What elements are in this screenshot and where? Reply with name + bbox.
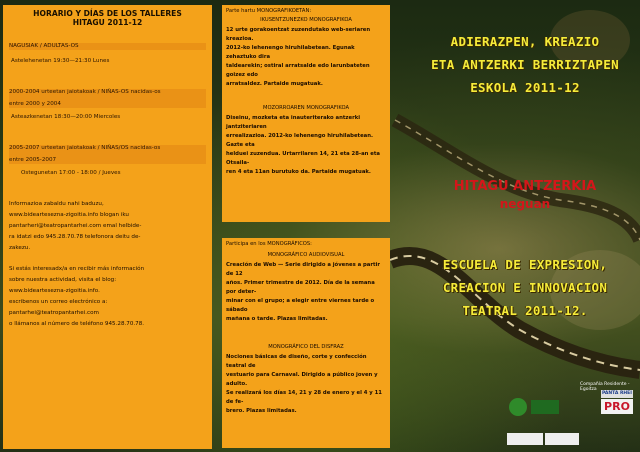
- school-title-basque-line2: ETA ANTZERKI BERRIZTAPEN: [431, 57, 619, 72]
- group-adults-label: NAGUSIAK / ADULTAS-OS: [9, 43, 206, 50]
- school-title-spanish: [430, 253, 620, 322]
- schedule-header-title: HORARIO Y DÍAS DE LOS TALLERES: [33, 9, 182, 18]
- mid-top-mono1-line1: 12 urte gorakoentzat zuzendutako web-seriaren kreazioa.: [226, 27, 371, 42]
- contact-info-spanish: [9, 264, 206, 330]
- mid-top-mono2-line3: helduei zuzendua. Urtarrilaren 14, 21 eta 28-an eta Otsaila-: [226, 151, 381, 166]
- diputacion-logo-icon: [545, 433, 579, 445]
- group-2000-2004-label-line1: 2000-2004 urteetan jaiotakoak / NIÑAS-OS nacidas-os: [9, 89, 161, 95]
- contact-es-line4: escribenos un correo electrónico a:: [9, 299, 108, 305]
- mid-bot-mono1-line3: minar con el grupo; a elegir entre viernes tarde o sábado: [226, 298, 375, 313]
- hitagu-title: HITAGU ANTZERKIA: [453, 179, 597, 194]
- mid-top-mono2-line1: Diseinu, mozketa eta inauteriterako antzerki jantziteriaren: [226, 115, 361, 130]
- contact-eu-blog-link[interactable]: www.bideartesezna-zigoitia.info blogan iku: [9, 212, 129, 218]
- group-adults-schedule: Astelehenetan 19:30—21:30 Lunes: [11, 58, 110, 64]
- mid-bot-mono1-body: [226, 261, 386, 324]
- municipality-seal-icon: [531, 400, 559, 414]
- contact-es-line2: sobre nuestra actividad, visita el blog:: [9, 277, 117, 283]
- contact-es-email[interactable]: pantarhei@teatropantarhei.com: [9, 310, 99, 316]
- mid-bot-intro: Participa en los MONOGRÁFICOS:: [226, 241, 312, 247]
- school-title-spanish-line3: TEATRAL 2011-12.: [462, 303, 588, 318]
- mid-top-mono2-line2: errealizazioa. 2012-ko lehenengo hiruhilabetean. Gazte eta: [226, 133, 374, 148]
- mid-bot-mono2-line1: Nociones básicas de diseño, corte y confección teatral de: [226, 354, 367, 369]
- mid-top-mono1-line3: taldearekin; ostiral arratsalde edo larunbateten goizez edo: [226, 63, 370, 78]
- mid-top-mono1-body: [226, 26, 386, 89]
- contact-info-basque: [9, 199, 206, 254]
- mid-bot-mono1-title: MONOGRÁFICO AUDIOVISUAL: [267, 252, 345, 258]
- hitagu-subtitle: neguan: [499, 197, 551, 211]
- mid-top-mono1-title: IKUSENTZUNEZKO MONOGRAFIKOA: [260, 17, 352, 23]
- group-2000-2004-label: [9, 89, 206, 108]
- school-title-basque-line1: ADIERAZPEN, KREAZIO: [450, 34, 600, 49]
- school-title-spanish-line2: CREACION E INNOVACION: [442, 280, 608, 295]
- school-title-basque: [430, 30, 620, 99]
- government-logo-icon: [507, 433, 543, 445]
- mid-top-mono2-body: [226, 114, 386, 177]
- contact-eu-line1: Informazioa zabaldu nahi baduzu,: [9, 201, 104, 207]
- contact-es-blog-link[interactable]: www.bideartesezna-zigoitia.info.: [9, 288, 100, 294]
- mid-top-intro: Parte hartu MONOGRAFIKOETAN:: [226, 8, 312, 14]
- mid-bot-mono1-line1: Creación de Web — Serie dirigido a jóvenes a partir de 12: [226, 262, 380, 277]
- panta-rhei-logo: PANTA RHEI: [602, 391, 632, 396]
- contact-eu-email[interactable]: pantarheri@teatropantarhei.com emal helbide-: [9, 223, 142, 229]
- mid-bot-mono2-title: MONOGRÁFICO DEL DISFRAZ: [268, 344, 344, 350]
- sponsor-logos: [505, 380, 635, 450]
- mid-top-mono1-line2: 2012-ko lehenengo hiruhilabetean. Egunak zehaztuko dira: [226, 45, 355, 60]
- municipality-logo-icon: [509, 398, 527, 416]
- mid-bot-mono2-line2: vestuario para Carnaval. Dirigido a público joven y adulto.: [226, 372, 378, 387]
- mid-top-mono2-title: MOZORROAREN MONOGRAFIKOA: [262, 105, 349, 111]
- group-2005-2007-schedule: Ostegunetan 17:00 - 18:00 / Jueves: [21, 170, 121, 176]
- workshops-panel-spanish: [222, 238, 390, 448]
- schedule-header-subtitle: HITAGU 2011-12: [72, 18, 143, 27]
- contact-eu-line5: zakezu.: [9, 245, 31, 251]
- mid-bot-mono2-body: [226, 353, 386, 416]
- mid-top-mono2-line4: ren 4 eta 11an burutuko da. Partaide mugatuak.: [226, 169, 371, 175]
- contact-es-line1: Si estás interesadx/a en recibir más información: [9, 266, 145, 272]
- schedule-header: [9, 9, 206, 27]
- group-2000-2004-label-line2: entre 2000 y 2004: [9, 101, 61, 107]
- group-2005-2007-label-line2: entre 2005-2007: [9, 157, 57, 163]
- group-2005-2007-label-line1: 2005-2007 urteetan jaiotakoak / NIÑAS/OS nacidas-os: [9, 145, 161, 151]
- mid-top-mono1-line4: arratsaldez. Partaide mugatuak.: [226, 81, 323, 87]
- contact-eu-phone-line: ra idatzi edo 945.28.70.78 telefonora deitu de-: [9, 234, 141, 240]
- mid-bot-mono1-line4: mañana o tarde. Plazas limitadas.: [226, 316, 328, 322]
- mid-bot-mono2-line4: brero. Plazas limitadas.: [226, 408, 297, 414]
- mid-bot-mono1-line2: años. Primer trimestre de 2012. Día de la semana por deter-: [226, 280, 375, 295]
- school-title-basque-line3: ESKOLA 2011-12: [470, 80, 580, 95]
- mid-bot-mono2-line3: Se realizará los días 14, 21 y 28 de enero y el 4 y 11 de fe-: [226, 390, 382, 405]
- pro-logo: PRO: [601, 399, 633, 414]
- company-resident-label: Compañía Residente - Egoitza: [580, 382, 630, 392]
- group-2005-2007-label: [9, 145, 206, 164]
- schedule-contact-panel: [3, 5, 212, 449]
- contact-es-phone: o llámanos al número de teléfono 945.28.70.78.: [9, 321, 145, 327]
- group-2000-2004-schedule: Asteazkenetan 18:30—20:00 Miercoles: [11, 114, 121, 120]
- school-title-spanish-line1: ESCUELA DE EXPRESION,: [442, 257, 608, 272]
- workshops-panel-basque: [222, 5, 390, 222]
